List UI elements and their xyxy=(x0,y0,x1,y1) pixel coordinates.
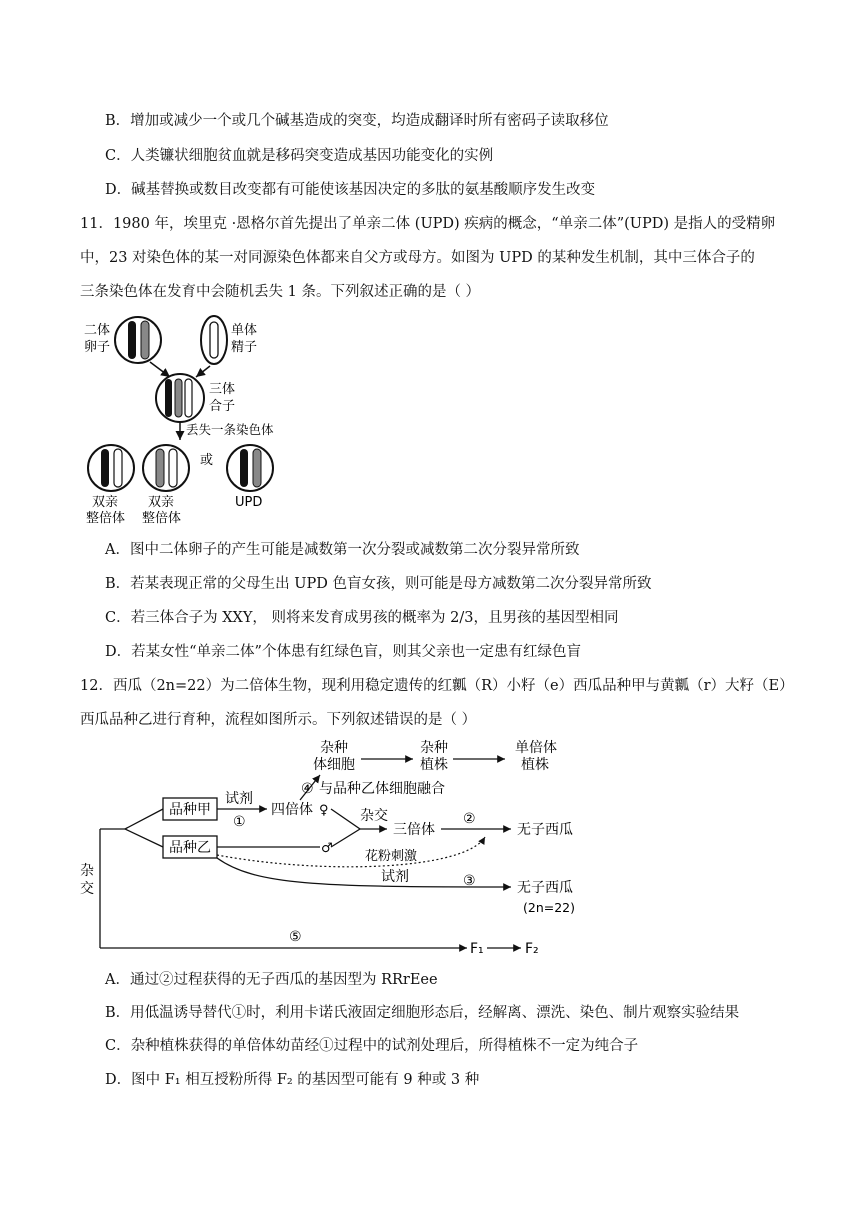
hybrid-plant-label-2: 植株 xyxy=(420,757,448,773)
female-symbol: ♀ xyxy=(319,803,329,818)
egg-label-2: 卵子 xyxy=(84,340,111,355)
seedless2-note: (2n=22) xyxy=(523,900,576,915)
step4-label: ④ xyxy=(301,781,314,797)
q12-option-d: D．图中 F₁ 相互授粉所得 F₂ 的基因型可能有 9 种或 3 种 xyxy=(105,1072,480,1088)
q11-stem-line2: 中，23 对染色体的某一对同源染色体都来自父方或母方。如图为 UPD 的某种发生机制，其中三体合子的 xyxy=(80,250,755,266)
loss-label: 丢失一条染色体 xyxy=(186,422,274,437)
q10-option-b: B．增加或减少一个或几个碱基造成的突变，均造成翻译时所有密码子读取移位 xyxy=(105,113,609,129)
f1-label: F₁ xyxy=(470,941,484,957)
result2-label-2: 整倍体 xyxy=(142,511,182,526)
step5-label: ⑤ xyxy=(289,929,302,945)
q12-option-b: B．用低温诱导替代①时，利用卡诺氏液固定细胞形态后，经解离、漂洗、染色、制片观察实验结果 xyxy=(105,1005,740,1021)
upd-diagram xyxy=(78,310,298,528)
hybrid-cell-label-2: 体细胞 xyxy=(313,757,355,773)
upd-cell xyxy=(227,445,273,491)
q10-option-d: D．碱基替换或数目改变都有可能使该基因决定的多肽的氨基酸顺序发生改变 xyxy=(105,182,596,198)
reagent2-label: 试剂 xyxy=(381,869,409,885)
cross-vertical-label-2: 交 xyxy=(80,881,94,897)
hybrid-cell-label-1: 杂种 xyxy=(320,740,348,756)
variety-jia-label: 品种甲 xyxy=(169,802,211,818)
q11-option-b: B．若某表现正常的父母生出 UPD 色盲女孩，则可能是母方减数第二次分裂异常所致 xyxy=(105,576,652,592)
cross-label: 杂交 xyxy=(360,808,388,824)
zygote-label-2: 合子 xyxy=(209,399,236,414)
step1-label: ① xyxy=(233,814,246,830)
seedless2-label: 无子西瓜 xyxy=(517,880,573,896)
haploid-label-1: 单倍体 xyxy=(515,740,557,756)
q12-option-c: C．杂种植株获得的单倍体幼苗经①过程中的试剂处理后，所得植株不一定为纯合子 xyxy=(105,1038,639,1054)
hybrid-plant-label-1: 杂种 xyxy=(420,740,448,756)
q12-option-a: A．通过②过程获得的无子西瓜的基因型为 RRrEee xyxy=(105,972,438,988)
variety-yi-label: 品种乙 xyxy=(169,840,211,856)
q11-stem-line3: 三条染色体在发育中会随机丢失 1 条。下列叙述正确的是（ ） xyxy=(80,284,481,300)
haploid-label-2: 植株 xyxy=(521,757,549,773)
tetraploid-label: 四倍体 xyxy=(271,802,313,818)
breeding-flow-diagram xyxy=(75,735,585,960)
q10-option-c: C．人类镰状细胞贫血就是移码突变造成基因功能变化的实例 xyxy=(105,148,494,164)
trisomic-zygote-cell xyxy=(156,374,204,422)
q11-option-a: A．图中二体卵子的产生可能是减数第一次分裂或减数第二次分裂异常所致 xyxy=(105,542,580,558)
step2-label: ② xyxy=(463,811,476,827)
haploid-sperm-cell xyxy=(201,316,227,364)
male-symbol: ♂ xyxy=(321,841,333,856)
sperm-label-1: 单体 xyxy=(231,323,258,338)
reagent1-label: 试剂 xyxy=(225,791,253,807)
fusion-label: 与品种乙体细胞融合 xyxy=(319,781,445,797)
q12-stem-line1: 12．西瓜（2n=22）为二倍体生物，现利用稳定遗传的红瓤（R）小籽（e）西瓜品种甲与黄瓤（r）大籽（E） xyxy=(80,678,794,694)
biparental-euploid-1 xyxy=(88,445,134,491)
biparental-euploid-2 xyxy=(143,445,189,491)
result3-label: UPD xyxy=(235,495,263,510)
diploid-egg-cell xyxy=(115,317,161,363)
zygote-label-1: 三体 xyxy=(209,382,236,397)
triploid-label: 三倍体 xyxy=(393,822,435,838)
pollen-label: 花粉刺激 xyxy=(365,849,418,864)
or-label: 或 xyxy=(200,453,214,468)
q11-option-d: D．若某女性“单亲二体”个体患有红绿色盲，则其父亲也一定患有红绿色盲 xyxy=(105,644,581,660)
q11-option-c: C．若三体合子为 XXY， 则将来发育成男孩的概率为 2/3，且男孩的基因型相同 xyxy=(105,610,619,626)
result1-label-1: 双亲 xyxy=(92,495,119,510)
cross-vertical-label-1: 杂 xyxy=(80,863,94,879)
result2-label-1: 双亲 xyxy=(148,495,175,510)
f2-label: F₂ xyxy=(525,941,539,957)
q11-stem-line1: 11．1980 年，埃里克 ·恩格尔首先提出了单亲二体 (UPD) 疾病的概念，“单亲二体”(UPD) 是指人的受精卵 xyxy=(80,216,776,232)
sperm-label-2: 精子 xyxy=(231,340,258,355)
seedless1-label: 无子西瓜 xyxy=(517,822,573,838)
result1-label-2: 整倍体 xyxy=(86,511,126,526)
step3-label: ③ xyxy=(463,873,476,889)
egg-label-1: 二体 xyxy=(84,323,111,338)
q12-stem-line2: 西瓜品种乙进行育种，流程如图所示。下列叙述错误的是（ ） xyxy=(80,712,477,728)
